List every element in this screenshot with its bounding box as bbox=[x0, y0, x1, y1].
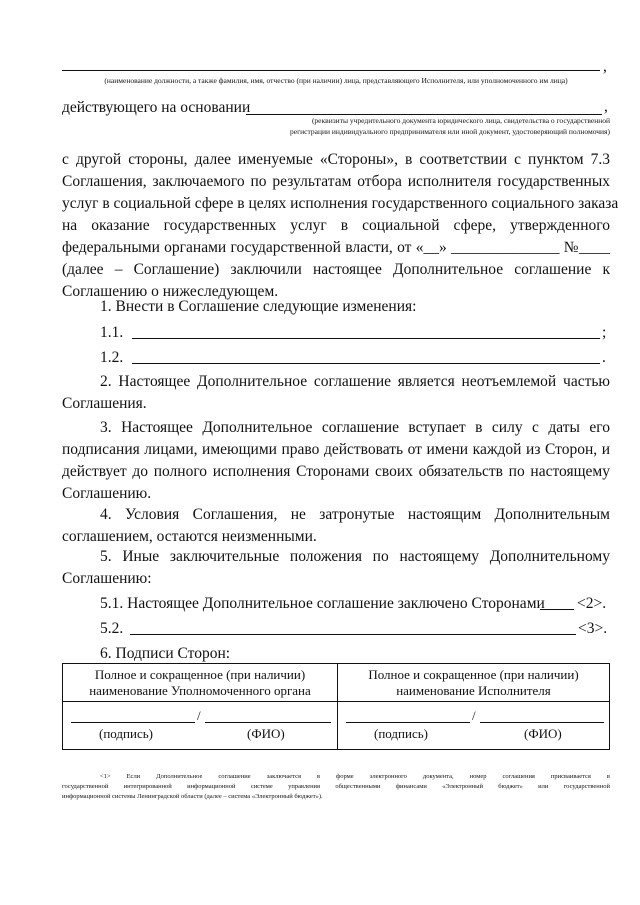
clause-1-1-label: 1.1. bbox=[100, 324, 124, 341]
clause-1-1-end: ; bbox=[602, 324, 607, 341]
clause-3-line-2: подписания лицами, имеющими право действовать от имени каждой из Сторон, и bbox=[62, 441, 610, 458]
footnote-line-2: государственной интегрированной информационной системе управления общественными финансами «Электронный бюджет» или государственной bbox=[62, 783, 610, 790]
clause-6: 6. Подписи Сторон: bbox=[100, 645, 231, 662]
executor-header-line-2: наименование Исполнителя bbox=[396, 682, 551, 698]
intro-line-4: на оказание государственных услуг в социальной сфере, утвержденного bbox=[62, 217, 610, 234]
clause-5-2-ref: <3>. bbox=[578, 620, 608, 637]
clause-5-line-2: Соглашению: bbox=[62, 570, 152, 587]
executor-signature-label: (подпись) bbox=[374, 726, 428, 741]
comma-1: , bbox=[603, 58, 607, 75]
executor-fio-label: (ФИО) bbox=[524, 726, 562, 741]
clause-4-line-1: 4. Условия Соглашения, не затронутые настоящим Дополнительным bbox=[100, 506, 610, 523]
authority-header-line-1: Полное и сокращенное (при наличии) bbox=[94, 666, 306, 682]
intro-line-3: услуг в социальной сфере в целях исполнения государственного социального заказа bbox=[62, 195, 619, 212]
clause-4-line-2: соглашением, остаются неизменными. bbox=[62, 528, 317, 545]
intro-line-1: с другой стороны, далее именуемые «Стороны», в соответствии с пунктом 7.3 bbox=[62, 151, 610, 168]
footnote-line-1: <1> Если Дополнительное соглашение заключается в форме электронного документа, номер соглашения присваивается в bbox=[100, 773, 610, 780]
intro-line-6: (далее – Соглашение) заключили настоящее Дополнительное соглашение к bbox=[62, 261, 610, 278]
authority-slash: / bbox=[197, 708, 201, 723]
basis-caption-1: (реквизиты учредительного документа юридического лица, свидетельства о государственной bbox=[311, 116, 610, 125]
clause-5-1-ref: <2>. bbox=[577, 595, 607, 612]
clause-2-line-1: 2. Настоящее Дополнительное соглашение является неотъемлемой частью bbox=[100, 373, 610, 390]
authority-signature-line bbox=[71, 722, 195, 723]
authority-header-cell bbox=[63, 664, 338, 702]
clause-5-2-line bbox=[130, 634, 576, 635]
basis-caption-2: регистрации индивидуального предпринимателя или иной документ, удостоверяющий полномочия) bbox=[290, 127, 610, 136]
authority-fio-line bbox=[205, 722, 331, 723]
authority-signature-label: (подпись) bbox=[99, 726, 153, 741]
clause-5-1-line bbox=[540, 609, 574, 610]
clause-1-1-line bbox=[132, 338, 600, 339]
executor-header-line-1: Полное и сокращенное (при наличии) bbox=[368, 666, 579, 682]
intro-line-5: федеральными органами государственной власти, от «__» ______________ №____ bbox=[62, 239, 610, 256]
executor-signature-line bbox=[346, 722, 470, 723]
authority-fio-label: (ФИО) bbox=[247, 726, 285, 741]
authority-header-line-2: наименование Уполномоченного органа bbox=[89, 682, 311, 698]
executor-signature-cell bbox=[338, 702, 610, 750]
clause-2-line-2: Соглашения. bbox=[62, 395, 147, 412]
intro-line-7: Соглашению о нижеследующем. bbox=[62, 283, 279, 300]
comma-2: , bbox=[604, 98, 608, 115]
clause-3-line-1: 3. Настоящее Дополнительное соглашение вступает в силу с даты его bbox=[100, 419, 610, 436]
executor-slash: / bbox=[472, 708, 476, 723]
clause-5-line-1: 5. Иные заключительные положения по настоящему Дополнительному bbox=[100, 548, 610, 565]
clause-3-line-3: действует до полного исполнения Сторонами своих обязательств по настоящему bbox=[62, 463, 610, 480]
clause-1-2-end: . bbox=[602, 349, 606, 366]
clause-3-line-4: Соглашению. bbox=[62, 485, 152, 502]
basis-line bbox=[246, 114, 602, 115]
authority-signature-cell bbox=[63, 702, 338, 750]
footnote-line-3: информационной системы Ленинградской области (далее – система «Электронный бюджет»). bbox=[62, 793, 323, 800]
clause-1: 1. Внести в Соглашение следующие изменения: bbox=[100, 298, 417, 315]
clause-1-2-line bbox=[132, 363, 600, 364]
clause-5-1: 5.1. Настоящее Дополнительное соглашение заключено Сторонами bbox=[100, 595, 545, 612]
clause-5-2-label: 5.2. bbox=[100, 620, 124, 637]
executor-fio-line bbox=[480, 722, 604, 723]
executor-header-cell bbox=[338, 664, 610, 702]
intro-line-2: Соглашения, заключаемого по результатам отбора исполнителя государственных bbox=[62, 173, 610, 190]
signature-table bbox=[62, 663, 610, 750]
representative-caption: (наименование должности, а также фамилия, имя, отчество (при наличии) лица, представляющего Исполнителя, или уполномоченного им лица) bbox=[104, 76, 568, 85]
representative-line bbox=[62, 70, 600, 71]
basis-label: действующего на основании bbox=[62, 99, 251, 116]
clause-1-2-label: 1.2. bbox=[100, 349, 124, 366]
